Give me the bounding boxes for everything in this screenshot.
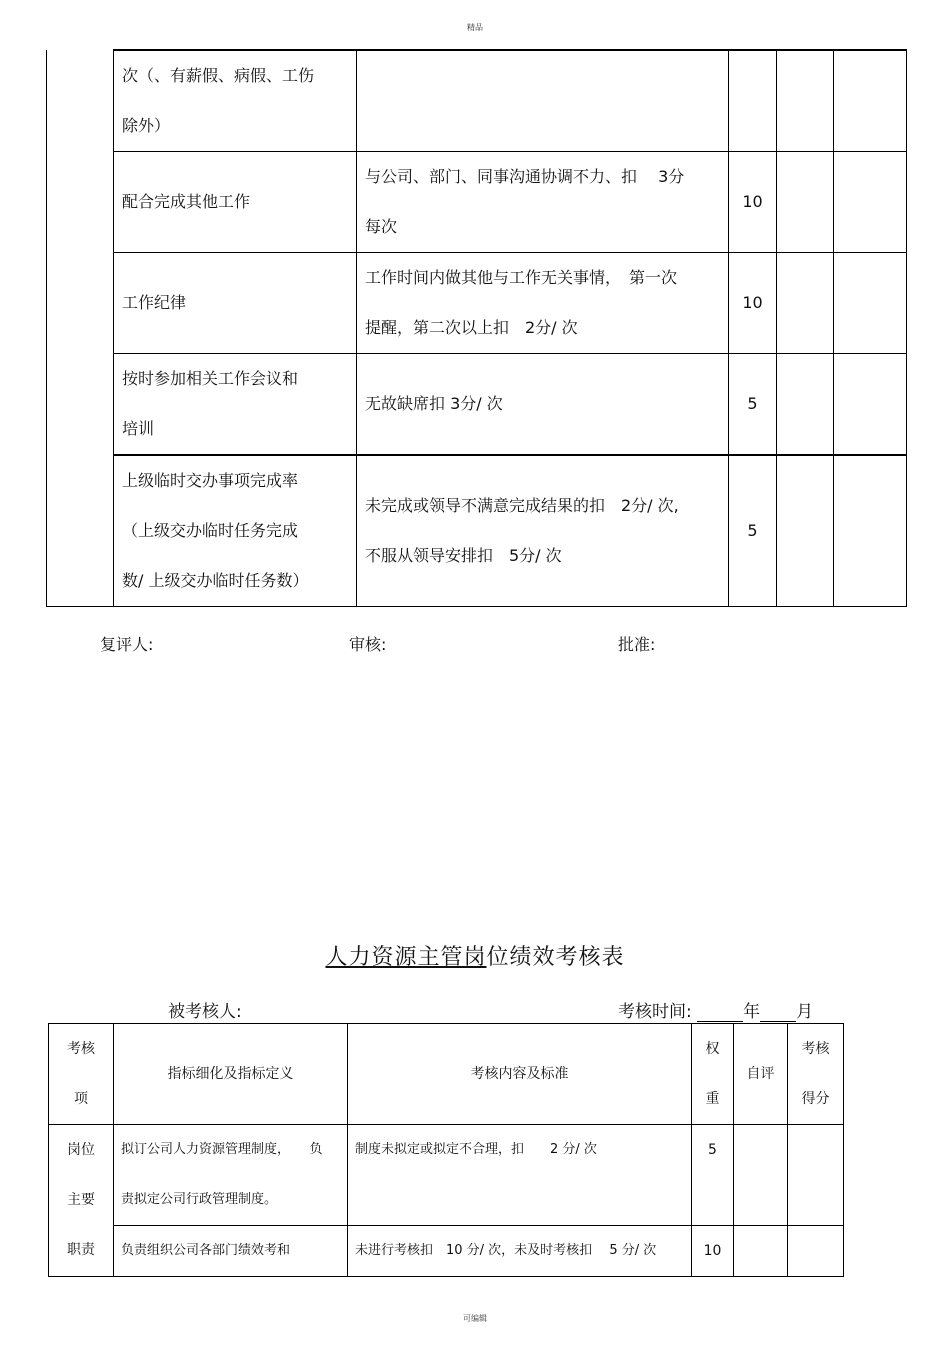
year-label: 年 — [743, 1002, 761, 1022]
indicator-line: 拟订公司人力资源管理制度， 负 — [121, 1142, 323, 1157]
standard-cell: 制度未拟定或拟定不合理，扣 2 分/ 次 — [348, 1125, 692, 1226]
header-item — [49, 1024, 114, 1125]
category-line: 岗位 — [67, 1142, 95, 1158]
weight-cell — [729, 50, 777, 152]
indicator-cell — [114, 455, 357, 607]
self-eval-cell[interactable] — [777, 50, 834, 152]
month-label: 月 — [796, 1002, 814, 1022]
indicator-line: 次（、有薪假、病假、工伤 — [122, 66, 315, 85]
indicator-cell: 工作纪律 — [114, 253, 357, 354]
self-eval-cell[interactable] — [734, 1226, 788, 1277]
form-title — [0, 940, 950, 971]
standard-cell: 无故缺席扣 3分/ 次 — [357, 354, 729, 456]
self-eval-cell[interactable] — [777, 354, 834, 456]
standard-line: 未完成或领导不满意完成结果的扣 2分/ 次, — [365, 496, 679, 515]
indicator-cell — [114, 1125, 348, 1226]
self-eval-cell[interactable] — [777, 253, 834, 354]
header-self-eval: 自评 — [734, 1024, 788, 1125]
score-cell[interactable] — [788, 1226, 844, 1277]
category-line: 主要 — [67, 1192, 95, 1208]
table-header-row — [49, 1024, 844, 1125]
weight-cell: 10 — [729, 253, 777, 354]
indicator-cell: 配合完成其他工作 — [114, 152, 357, 253]
weight-cell: 5 — [729, 455, 777, 607]
score-cell[interactable] — [834, 455, 907, 607]
standard-line: 与公司、部门、同事沟通协调不力、扣 3分 — [365, 167, 685, 186]
header-line: 考核 — [801, 1041, 830, 1057]
table-row — [47, 152, 907, 253]
weight-cell: 5 — [729, 354, 777, 456]
page-footer-mark: 可编辑 — [463, 1314, 487, 1323]
score-cell[interactable] — [834, 152, 907, 253]
indicator-line: 培训 — [122, 419, 155, 438]
header-line: 重 — [705, 1091, 720, 1107]
standard-cell — [357, 455, 729, 607]
header-line: 权 — [705, 1041, 720, 1057]
standard-line: 不服从领导安排扣 5分/ 次 — [365, 546, 562, 565]
standard-cell — [357, 253, 729, 354]
header-indicator: 指标细化及指标定义 — [114, 1024, 348, 1125]
self-eval-cell[interactable] — [777, 455, 834, 607]
self-eval-cell[interactable] — [777, 152, 834, 253]
indicator-line: 除外） — [122, 116, 171, 135]
category-cell — [49, 1125, 114, 1277]
table-row — [47, 50, 907, 152]
header-score — [788, 1024, 844, 1125]
standard-cell — [357, 152, 729, 253]
header-line: 考核 — [67, 1041, 95, 1057]
weight-cell: 5 — [692, 1125, 734, 1226]
standard-line: 每次 — [365, 217, 398, 236]
indicator-line: 上级临时交办事项完成率 — [122, 471, 299, 490]
table-row — [49, 1226, 844, 1277]
page-header-mark: 精品 — [467, 23, 483, 32]
indicator-line: 责拟定公司行政管理制度。 — [121, 1192, 278, 1207]
hr-supervisor-assessment-table — [48, 1023, 844, 1277]
score-cell[interactable] — [788, 1125, 844, 1226]
indicator-line: 按时参加相关工作会议和 — [122, 369, 299, 388]
approver-label: 批准: — [618, 635, 656, 654]
reviewer-label: 复评人: — [100, 635, 154, 654]
standard-cell — [357, 50, 729, 152]
category-line: 职责 — [67, 1242, 95, 1258]
table-row — [49, 1125, 844, 1226]
table-row — [47, 354, 907, 456]
category-cell — [47, 50, 114, 607]
form-title-rest: 位绩效考核表 — [486, 945, 625, 970]
self-eval-cell[interactable] — [734, 1125, 788, 1226]
indicator-line: （上级交办临时任务完成 — [122, 521, 299, 540]
table-row — [47, 455, 907, 607]
auditor-label: 审核: — [349, 635, 387, 654]
score-cell[interactable] — [834, 50, 907, 152]
header-weight — [692, 1024, 734, 1125]
indicator-cell: 负责组织公司各部门绩效考和 — [114, 1226, 348, 1277]
standard-line: 工作时间内做其他与工作无关事情， 第一次 — [365, 268, 678, 287]
month-blank[interactable] — [760, 1003, 796, 1022]
weight-cell: 10 — [729, 152, 777, 253]
assessee-label: 被考核人: — [168, 1002, 242, 1022]
header-line: 得分 — [801, 1091, 830, 1107]
weight-cell: 10 — [692, 1226, 734, 1277]
table-row — [47, 253, 907, 354]
standard-cell: 未进行考核扣 10 分/ 次，未及时考核扣 5 分/ 次 — [348, 1226, 692, 1277]
header-standard: 考核内容及标准 — [348, 1024, 692, 1125]
header-line: 项 — [74, 1091, 88, 1107]
indicator-cell — [114, 354, 357, 456]
continued-assessment-table — [46, 49, 907, 607]
assessment-time-label: 考核时间: — [618, 1002, 692, 1022]
standard-line: 提醒，第二次以上扣 2分/ 次 — [365, 318, 578, 337]
indicator-line: 数/ 上级交办临时任务数） — [122, 571, 309, 590]
score-cell[interactable] — [834, 354, 907, 456]
form-title-underlined: 人力资源主管岗 — [325, 945, 487, 970]
year-blank[interactable] — [697, 1003, 743, 1022]
score-cell[interactable] — [834, 253, 907, 354]
indicator-cell — [114, 50, 357, 152]
assessment-time — [618, 997, 813, 1022]
